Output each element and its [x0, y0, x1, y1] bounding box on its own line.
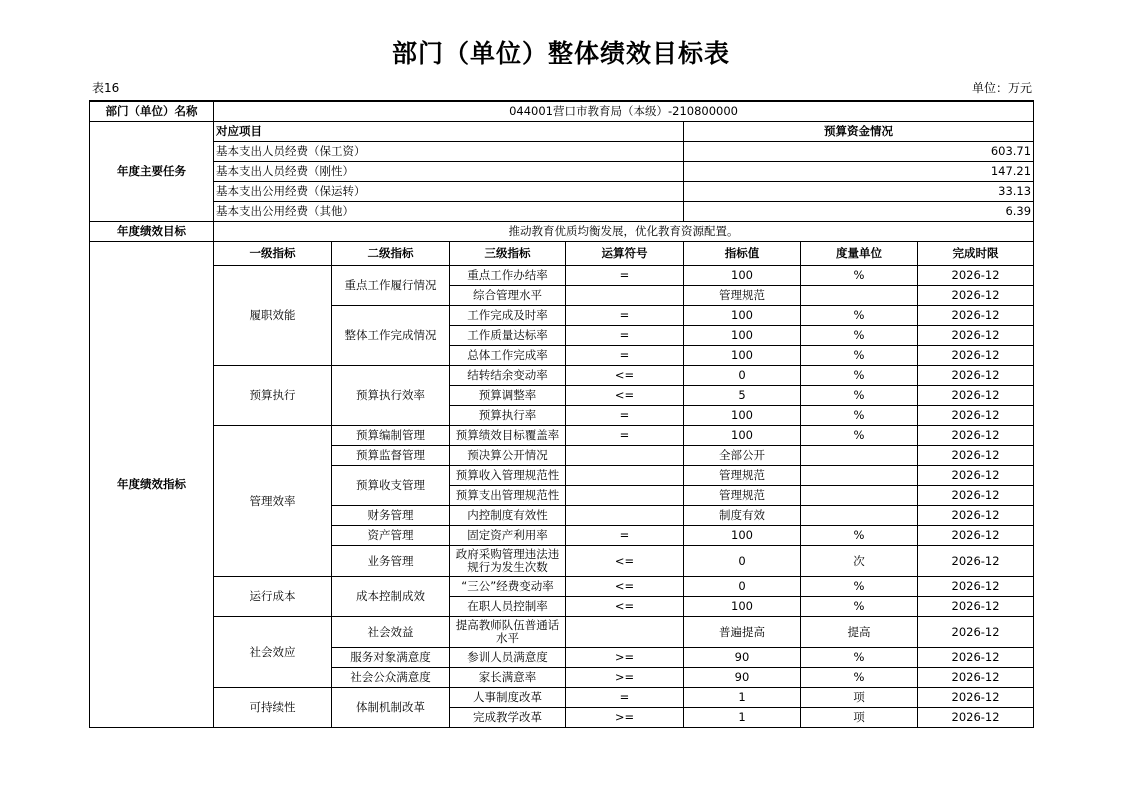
level3-indicator: 预算收入管理规范性 — [450, 466, 566, 486]
level1-indicator: 履职效能 — [214, 266, 332, 366]
measure-unit — [801, 446, 918, 466]
annual-indicators-label: 年度绩效指标 — [90, 242, 214, 728]
deadline: 2026-12 — [918, 506, 1034, 526]
deadline: 2026-12 — [918, 546, 1034, 577]
annual-goal-value: 推动教育优质均衡发展，优化教育资源配置。 — [214, 222, 1034, 242]
indicator-header: 完成时限 — [918, 242, 1034, 266]
operator: >= — [566, 648, 684, 668]
operator — [566, 446, 684, 466]
level3-indicator: 人事制度改革 — [450, 688, 566, 708]
target-value: 管理规范 — [684, 486, 801, 506]
page-title: 部门（单位）整体绩效目标表 — [391, 39, 730, 68]
level2-indicator: 整体工作完成情况 — [332, 306, 450, 366]
deadline: 2026-12 — [918, 406, 1034, 426]
level3-indicator: 预算调整率 — [450, 386, 566, 406]
target-value: 100 — [684, 306, 801, 326]
level3-indicator: “三公”经费变动率 — [450, 577, 566, 597]
level2-indicator: 体制机制改革 — [332, 688, 450, 728]
indicator-header: 二级指标 — [332, 242, 450, 266]
level3-indicator: 预算执行率 — [450, 406, 566, 426]
annual-tasks-label: 年度主要任务 — [90, 122, 214, 222]
operator — [566, 466, 684, 486]
indicator-header: 三级指标 — [450, 242, 566, 266]
level1-indicator: 预算执行 — [214, 366, 332, 426]
level3-indicator: 预算支出管理规范性 — [450, 486, 566, 506]
level2-indicator: 预算监督管理 — [332, 446, 450, 466]
dept-name-value: 044001营口市教育局（本级）-210800000 — [214, 101, 1034, 122]
deadline: 2026-12 — [918, 326, 1034, 346]
task-item: 基本支出人员经费（保工资） — [214, 142, 684, 162]
target-value: 100 — [684, 426, 801, 446]
measure-unit — [801, 486, 918, 506]
level1-indicator: 管理效率 — [214, 426, 332, 577]
annual-goal-label: 年度绩效目标 — [90, 222, 214, 242]
level3-indicator: 完成教学改革 — [450, 708, 566, 728]
target-value: 100 — [684, 526, 801, 546]
level3-indicator: 在职人员控制率 — [450, 597, 566, 617]
task-budget-header: 预算资金情况 — [684, 122, 1034, 142]
deadline: 2026-12 — [918, 708, 1034, 728]
target-value: 0 — [684, 366, 801, 386]
deadline: 2026-12 — [918, 526, 1034, 546]
target-value: 5 — [684, 386, 801, 406]
indicator-header: 度量单位 — [801, 242, 918, 266]
operator: >= — [566, 708, 684, 728]
deadline: 2026-12 — [918, 648, 1034, 668]
deadline: 2026-12 — [918, 597, 1034, 617]
measure-unit — [801, 286, 918, 306]
deadline: 2026-12 — [918, 286, 1034, 306]
level2-indicator: 预算收支管理 — [332, 466, 450, 506]
level3-indicator: 家长满意率 — [450, 668, 566, 688]
level3-indicator: 预算绩效目标覆盖率 — [450, 426, 566, 446]
deadline: 2026-12 — [918, 466, 1034, 486]
level3-indicator: 工作完成及时率 — [450, 306, 566, 326]
measure-unit: % — [801, 326, 918, 346]
operator: = — [566, 406, 684, 426]
measure-unit: % — [801, 526, 918, 546]
level2-indicator: 预算编制管理 — [332, 426, 450, 446]
level1-indicator: 社会效应 — [214, 617, 332, 688]
target-value: 100 — [684, 346, 801, 366]
operator: = — [566, 688, 684, 708]
measure-unit: % — [801, 668, 918, 688]
indicator-header: 指标值 — [684, 242, 801, 266]
task-item: 基本支出公用经费（其他） — [214, 202, 684, 222]
measure-unit — [801, 466, 918, 486]
target-value: 1 — [684, 688, 801, 708]
level3-indicator: 提高教师队伍普通话水平 — [450, 617, 566, 648]
level3-indicator: 综合管理水平 — [450, 286, 566, 306]
target-value: 100 — [684, 597, 801, 617]
table-number: 表16 — [92, 81, 120, 95]
operator: <= — [566, 577, 684, 597]
measure-unit: % — [801, 386, 918, 406]
level3-indicator: 内控制度有效性 — [450, 506, 566, 526]
target-value: 100 — [684, 326, 801, 346]
measure-unit — [801, 506, 918, 526]
deadline: 2026-12 — [918, 266, 1034, 286]
deadline: 2026-12 — [918, 346, 1034, 366]
target-value: 90 — [684, 648, 801, 668]
task-item: 基本支出公用经费（保运转） — [214, 182, 684, 202]
level2-indicator: 重点工作履行情况 — [332, 266, 450, 306]
operator: = — [566, 346, 684, 366]
target-value: 1 — [684, 708, 801, 728]
operator — [566, 286, 684, 306]
measure-unit: % — [801, 346, 918, 366]
deadline: 2026-12 — [918, 577, 1034, 597]
task-item: 基本支出人员经费（刚性） — [214, 162, 684, 182]
deadline: 2026-12 — [918, 306, 1034, 326]
measure-unit: % — [801, 366, 918, 386]
task-amount: 6.39 — [684, 202, 1034, 222]
operator: = — [566, 426, 684, 446]
level3-indicator: 工作质量达标率 — [450, 326, 566, 346]
level2-indicator: 服务对象满意度 — [332, 648, 450, 668]
operator: = — [566, 326, 684, 346]
level3-indicator: 参训人员满意度 — [450, 648, 566, 668]
target-value: 0 — [684, 577, 801, 597]
target-value: 制度有效 — [684, 506, 801, 526]
level3-indicator: 总体工作完成率 — [450, 346, 566, 366]
measure-unit: % — [801, 597, 918, 617]
target-value: 普遍提高 — [684, 617, 801, 648]
target-value: 全部公开 — [684, 446, 801, 466]
task-amount: 603.71 — [684, 142, 1034, 162]
level1-indicator: 可持续性 — [214, 688, 332, 728]
operator: <= — [566, 366, 684, 386]
level2-indicator: 预算执行效率 — [332, 366, 450, 426]
indicator-header: 一级指标 — [214, 242, 332, 266]
level2-indicator: 资产管理 — [332, 526, 450, 546]
dept-name-label: 部门（单位）名称 — [90, 101, 214, 122]
level3-indicator: 重点工作办结率 — [450, 266, 566, 286]
target-value: 100 — [684, 406, 801, 426]
task-item-header: 对应项目 — [214, 122, 684, 142]
level2-indicator: 社会效益 — [332, 617, 450, 648]
deadline: 2026-12 — [918, 366, 1034, 386]
level2-indicator: 财务管理 — [332, 506, 450, 526]
deadline: 2026-12 — [918, 688, 1034, 708]
unit-label: 单位：万元 — [971, 81, 1032, 95]
deadline: 2026-12 — [918, 446, 1034, 466]
operator: = — [566, 306, 684, 326]
deadline: 2026-12 — [918, 426, 1034, 446]
level3-indicator: 结转结余变动率 — [450, 366, 566, 386]
operator: = — [566, 266, 684, 286]
deadline: 2026-12 — [918, 486, 1034, 506]
measure-unit: 提高 — [801, 617, 918, 648]
measure-unit: % — [801, 577, 918, 597]
task-amount: 33.13 — [684, 182, 1034, 202]
measure-unit: % — [801, 306, 918, 326]
measure-unit: % — [801, 426, 918, 446]
target-value: 90 — [684, 668, 801, 688]
measure-unit: % — [801, 406, 918, 426]
level2-indicator: 业务管理 — [332, 546, 450, 577]
measure-unit: 项 — [801, 708, 918, 728]
measure-unit: 项 — [801, 688, 918, 708]
measure-unit: % — [801, 648, 918, 668]
level1-indicator: 运行成本 — [214, 577, 332, 617]
operator: <= — [566, 546, 684, 577]
task-amount: 147.21 — [684, 162, 1034, 182]
operator: >= — [566, 668, 684, 688]
level3-indicator: 固定资产利用率 — [450, 526, 566, 546]
indicator-header: 运算符号 — [566, 242, 684, 266]
operator — [566, 486, 684, 506]
performance-target-table — [89, 100, 1034, 728]
level3-indicator: 政府采购管理违法违规行为发生次数 — [450, 546, 566, 577]
deadline: 2026-12 — [918, 386, 1034, 406]
deadline: 2026-12 — [918, 668, 1034, 688]
level2-indicator: 社会公众满意度 — [332, 668, 450, 688]
level2-indicator: 成本控制成效 — [332, 577, 450, 617]
operator: <= — [566, 386, 684, 406]
operator: <= — [566, 597, 684, 617]
level3-indicator: 预决算公开情况 — [450, 446, 566, 466]
measure-unit: 次 — [801, 546, 918, 577]
operator — [566, 617, 684, 648]
measure-unit: % — [801, 266, 918, 286]
target-value: 管理规范 — [684, 466, 801, 486]
deadline: 2026-12 — [918, 617, 1034, 648]
target-value: 管理规范 — [684, 286, 801, 306]
operator — [566, 506, 684, 526]
operator: = — [566, 526, 684, 546]
target-value: 0 — [684, 546, 801, 577]
target-value: 100 — [684, 266, 801, 286]
